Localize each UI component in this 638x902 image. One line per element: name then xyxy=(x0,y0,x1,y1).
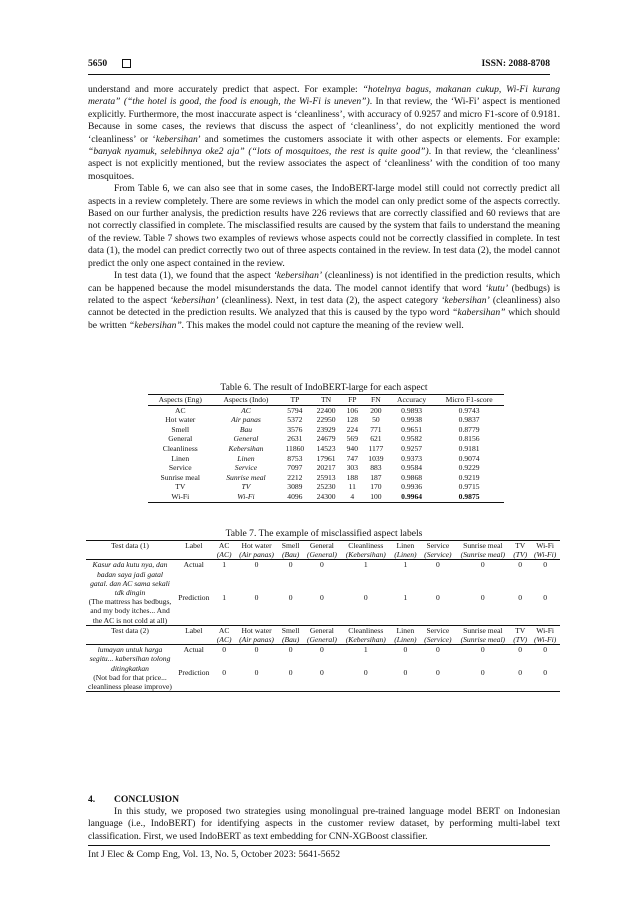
table-cell: 0 xyxy=(288,668,293,678)
issn: ISSN: 2088-8708 xyxy=(481,58,550,69)
table-row xyxy=(148,454,504,464)
table-cell: 0 xyxy=(222,645,227,655)
table-cell: 2631 xyxy=(287,434,303,444)
conclusion-text xyxy=(88,806,560,843)
aspect-header xyxy=(303,541,341,560)
table-header-row xyxy=(148,395,504,406)
table-cell: 0 xyxy=(480,645,485,655)
table-cell: 0 xyxy=(320,645,324,655)
aspect-header-sub: (Sunrise meal) xyxy=(460,550,506,560)
row-label: Actual xyxy=(183,645,204,655)
text-run: In test data (1), we found that the aspect xyxy=(114,270,274,282)
aspect-header-sub: (Sunrise meal) xyxy=(460,635,506,645)
table-row xyxy=(148,482,504,492)
table-cell: Linen xyxy=(237,453,255,463)
aspect-header-sub: (Service) xyxy=(424,550,452,560)
table-cell: 0.9229 xyxy=(458,463,480,473)
table-cell: 0 xyxy=(480,592,485,602)
table-cell: Sunrise meal xyxy=(226,472,266,482)
text-run-italic: “kebersihan”. xyxy=(129,319,185,331)
table-cell: 3089 xyxy=(287,482,303,492)
table-cell: 0 xyxy=(435,645,440,655)
table-cell: Service xyxy=(168,463,192,473)
aspect-header-main: Linen xyxy=(396,541,415,550)
table-cell: 0.9875 xyxy=(458,491,480,501)
label-header: Label xyxy=(185,625,203,635)
table-cell: 5372 xyxy=(287,415,303,425)
table-cell: 0 xyxy=(543,668,548,678)
table-cell: 0 xyxy=(518,645,523,655)
aspect-header xyxy=(530,541,560,560)
text-run: . In that review, the ‘Wi-Fi’ aspect is mentioned explicitly. Furthermore, the most inaccurate aspect is ‘cleanliness’, with accuracy of 0.9257 and micro F1-score of 0.9181. Because in some cases, the reviews that discuss the aspect of ‘cleanliness’, do not explicitly mentioned the word ‘cleanliness’ or ‘ xyxy=(88,96,561,145)
table-cell: Linen xyxy=(171,453,190,463)
row-label: Prediction xyxy=(178,592,210,602)
table-cell: TV xyxy=(241,482,251,492)
aspect-header-main: Smell xyxy=(281,541,300,550)
table-cell: Service xyxy=(234,463,258,473)
table-cell: 0 xyxy=(543,560,548,570)
review-text-indonesian: Kasur ada kutu nya, dan badan saya jadi gatal gatal. dan AC sama sekali tdk dingin xyxy=(90,560,170,598)
paragraph-3 xyxy=(88,270,560,332)
table-cell: 22400 xyxy=(316,405,336,415)
table-cell: Hot water xyxy=(165,415,196,425)
table-cell: 0.9651 xyxy=(401,424,423,434)
table-cell: 3576 xyxy=(287,424,303,434)
aspect-header-main: Linen xyxy=(396,625,415,635)
table-cell: 0 xyxy=(254,560,259,570)
aspect-header xyxy=(341,625,391,644)
table-cell: 0.9868 xyxy=(401,472,423,482)
table-row xyxy=(148,434,504,444)
table-cell: 0.9219 xyxy=(458,472,480,482)
aspect-header xyxy=(510,541,530,560)
table-cell: 7097 xyxy=(287,463,303,473)
table-cell: General xyxy=(233,434,259,444)
text-run-italic: ‘kebersihan’ xyxy=(169,294,219,306)
table-cell: 11 xyxy=(348,482,356,492)
aspect-header xyxy=(510,625,530,644)
aspect-header xyxy=(278,625,302,644)
table-cell: Bau xyxy=(239,424,253,434)
aspect-header xyxy=(456,625,511,644)
table-cell: 0 xyxy=(543,645,548,655)
row-label: Actual xyxy=(183,560,204,570)
table-cell: 0 xyxy=(480,668,485,678)
aspect-header xyxy=(214,541,235,560)
aspect-header-sub: (General) xyxy=(306,635,337,645)
aspect-header xyxy=(420,625,455,644)
table-row xyxy=(148,473,504,483)
aspect-header-sub: (Service) xyxy=(424,635,452,645)
table-cell: 0 xyxy=(320,592,324,602)
paragraph-conclusion: In this study, we proposed two strategies using monolingual pre-trained language model BERT on Indonesian language (i.e., IndoBERT) for identifying aspects in the customer review dataset, by performing multi-label text classification. First, we used IndoBERT as text embedding for CNN-XGBoost classifier. xyxy=(88,806,560,842)
table-cell: 0 xyxy=(363,592,368,602)
table-cell: 0 xyxy=(288,592,293,602)
aspect-header xyxy=(391,541,421,560)
table-cell: 0.9938 xyxy=(401,415,423,425)
table-cell: 621 xyxy=(370,434,382,444)
aspect-header-sub: (Air panas) xyxy=(239,550,274,560)
table-cell: 0 xyxy=(254,645,259,655)
text-run: (bedbugs) is related to the aspect xyxy=(88,282,560,306)
aspect-header-sub: (TV) xyxy=(513,635,528,645)
table-row xyxy=(148,425,504,435)
review-text-cell xyxy=(86,560,174,625)
paragraph-1 xyxy=(88,84,560,183)
column-header: Aspects (Indo) xyxy=(223,395,269,404)
paragraph-2: From Table 6, we can also see that in some cases, the IndoBERT-large model still could not correctly predict all aspects in a review completely. There are some reviews in which the model can only predict some of the aspects correctly. Based on our further analysis, the prediction results have 226 reviews that are correctly classified and 60 reviews that are not correctly classified in complete. The misclassified results are caused by the system that fails to understand the meaning of the review. Table 7 shows two examples of reviews whose aspects could not be correctly classified in complete. In test data (1), the model can predict correctly two out of three aspects contained in the review. In test data (2), the model cannot predict the only one aspect contained in the review. xyxy=(88,183,560,269)
table-row-actual xyxy=(86,560,560,593)
table-cell: 0.9893 xyxy=(401,405,423,415)
table-cell: AC xyxy=(241,405,251,415)
table-cell: Smell xyxy=(171,424,190,434)
text-run: This makes the model could not capture the meaning of the review well. xyxy=(184,319,464,331)
aspect-header xyxy=(391,625,421,644)
aspect-header-main: Hot water xyxy=(241,625,272,635)
table-cell: 0.8779 xyxy=(458,424,480,434)
text-run: (cleanliness). Next, in test data (2), the aspect category xyxy=(218,294,442,306)
aspect-header xyxy=(235,625,279,644)
table-cell: 2212 xyxy=(287,472,303,482)
table-row xyxy=(148,415,504,425)
table-cell: 0 xyxy=(435,668,440,678)
table-cell: 0 xyxy=(254,668,259,678)
table-cell: 303 xyxy=(346,463,358,473)
row-label: Prediction xyxy=(178,668,210,678)
table-cell: 0 xyxy=(403,645,408,655)
table-cell: 188 xyxy=(346,472,358,482)
table-row xyxy=(148,463,504,473)
table-cell: 128 xyxy=(346,415,358,425)
table-cell: 0 xyxy=(254,592,259,602)
table-cell: 0.8156 xyxy=(458,434,480,444)
header-rule xyxy=(88,74,550,75)
section-number: 4. xyxy=(88,794,96,805)
aspect-header-sub: (Wi-Fi) xyxy=(533,550,557,560)
table-cell: 1 xyxy=(403,592,408,602)
table-cell: 0 xyxy=(518,668,523,678)
table-cell: 170 xyxy=(370,482,382,492)
table-cell: 100 xyxy=(370,491,382,501)
table-6 xyxy=(148,394,504,503)
table-7-caption: Table 7. The example of misclassified aspect labels xyxy=(225,528,423,539)
aspect-header-main: Sunrise meal xyxy=(463,541,503,550)
table-cell: 23929 xyxy=(316,424,336,434)
table-cell: 569 xyxy=(346,434,358,444)
table-row xyxy=(148,405,504,415)
table-cell: 0 xyxy=(222,668,227,678)
text-run-italic: “kabersihan” xyxy=(452,307,506,319)
table-cell: 747 xyxy=(346,453,358,463)
footer-citation: Int J Elec & Comp Eng, Vol. 13, No. 5, October 2023: 5641-5652 xyxy=(88,849,340,860)
table-cell: 22950 xyxy=(316,415,336,425)
text-run: understand and more accurately predict that aspect. For example: xyxy=(88,84,363,95)
aspect-header-sub: (Linen) xyxy=(394,635,417,645)
footer-rule xyxy=(88,845,550,846)
text-run-italic: ‘kebersihan’ xyxy=(441,294,490,306)
table-cell: General xyxy=(168,434,193,444)
aspect-header-main: Hot water xyxy=(241,541,272,550)
table-cell: 0 xyxy=(435,560,440,570)
table-cell: 0.9964 xyxy=(401,491,423,501)
table-cell: 1 xyxy=(363,560,368,570)
review-text-english: (The mattress has bedbugs, and my body itches... And the AC is not cold at all) xyxy=(88,597,172,625)
aspect-header xyxy=(303,625,341,644)
aspect-header xyxy=(420,541,455,560)
table-cell: 5794 xyxy=(287,405,303,415)
table-cell: 0.9074 xyxy=(458,453,480,463)
table-cell: 4 xyxy=(350,491,355,501)
table-cell: 0 xyxy=(288,560,293,570)
table-cell: 14523 xyxy=(316,443,336,453)
column-header: TP xyxy=(290,395,300,404)
table-cell: 1 xyxy=(222,560,227,570)
table-cell: 0 xyxy=(320,560,324,570)
table-cell: 25230 xyxy=(316,482,336,492)
table-cell: AC xyxy=(174,405,186,415)
aspect-header xyxy=(214,625,235,644)
aspect-header-main: Cleanliness xyxy=(348,625,384,635)
aspect-header-main: General xyxy=(309,625,334,635)
aspect-header-main: AC xyxy=(218,541,230,550)
aspect-header-sub: (Kebersihan) xyxy=(345,635,386,645)
table-cell: 771 xyxy=(370,424,382,434)
table-cell: Wi-Fi xyxy=(237,491,255,501)
table-cell: 187 xyxy=(370,472,382,482)
aspect-header-sub: (AC) xyxy=(216,635,232,645)
table-cell: 1 xyxy=(222,592,227,602)
aspect-header-sub: (Bau) xyxy=(281,635,300,645)
table-body xyxy=(148,405,504,502)
table-cell: 0 xyxy=(435,592,440,602)
aspect-header-main: Service xyxy=(426,625,450,635)
table-cell: 106 xyxy=(346,405,358,415)
aspect-header-main: Smell xyxy=(281,625,300,635)
table-row xyxy=(148,444,504,454)
table-cell: TV xyxy=(175,482,186,492)
text-run-italic: kebersihan xyxy=(155,133,198,145)
table-cell: 0 xyxy=(518,560,523,570)
table-cell: 200 xyxy=(370,405,382,415)
table-cell: Cleanliness xyxy=(162,443,198,453)
table-cell: 0 xyxy=(288,645,293,655)
table-cell: 20217 xyxy=(316,463,336,473)
text-run: (cleanliness) also cannot be detected in the prediction results. We analyzed that this is caused by the typo word xyxy=(88,294,560,319)
case-title: Test data (2) xyxy=(111,625,149,635)
aspect-header-sub: (General) xyxy=(306,550,337,560)
table-cell: 940 xyxy=(346,443,358,453)
table-6-caption: Table 6. The result of IndoBERT-large for each aspect xyxy=(220,382,428,393)
table-cell: 0.9584 xyxy=(401,463,423,473)
table-cell: 1177 xyxy=(368,443,384,453)
aspect-header-main: Wi-Fi xyxy=(536,625,555,635)
aspect-header-sub: (AC) xyxy=(216,550,232,560)
table-cell: Sunrise meal xyxy=(160,472,200,482)
square-bullet-icon xyxy=(122,59,131,68)
aspect-header xyxy=(341,541,391,560)
aspect-header xyxy=(278,541,302,560)
table-cell: 0.9181 xyxy=(458,443,480,453)
table-cell: 50 xyxy=(372,415,380,425)
text-run-italic: “hotelnya bagus, makanan cukup, Wi-Fi kurang merata” (“the hotel is good, the food is enough, the Wi-Fi is uneven”) xyxy=(88,84,560,108)
table-cell: 0 xyxy=(480,560,485,570)
table-7 xyxy=(86,540,560,692)
section-heading xyxy=(88,794,179,805)
table-cell: 0.9373 xyxy=(401,453,423,463)
aspect-header-main: TV xyxy=(515,625,526,635)
table-cell: 1 xyxy=(363,645,368,655)
aspect-header-sub: (Bau) xyxy=(281,550,300,560)
table-header-row xyxy=(86,625,560,644)
table-cell: 0 xyxy=(543,592,548,602)
table-cell: 0.9715 xyxy=(458,482,480,492)
text-run: which should be written xyxy=(88,307,560,331)
table-cell: 4096 xyxy=(287,491,303,501)
table-cell: 24300 xyxy=(316,491,336,501)
table-cell: 0.9743 xyxy=(458,405,480,415)
aspect-header-sub: (TV) xyxy=(513,550,528,560)
table-cell: 0 xyxy=(320,668,324,678)
column-header: Aspects (Eng) xyxy=(158,395,202,404)
table-cell: 883 xyxy=(370,463,382,473)
table-cell: 0.9837 xyxy=(458,415,480,425)
text-run: (cleanliness) is not identified in the prediction results, which can be happened because the model misunderstands the data. The model cannot identify that word xyxy=(88,270,560,294)
section-title: CONCLUSION xyxy=(114,794,180,805)
table-cell: 11860 xyxy=(285,443,305,453)
aspect-header-sub: (Air panas) xyxy=(239,635,274,645)
body-text xyxy=(88,84,560,332)
table-header-row xyxy=(86,541,560,560)
aspect-header-main: Wi-Fi xyxy=(536,541,555,550)
table-cell: 8753 xyxy=(287,453,303,463)
table-cell: 1 xyxy=(403,560,408,570)
aspect-header-sub: (Linen) xyxy=(394,550,417,560)
aspect-header-sub: (Kebersihan) xyxy=(345,550,386,560)
aspect-header-main: Service xyxy=(426,541,450,550)
review-text-indonesian: lumayan untuk harga segitu... kabersihan tolong ditingkatkan xyxy=(89,645,171,673)
aspect-header-main: Cleanliness xyxy=(348,541,384,550)
table-cell: Kebersihan xyxy=(228,443,264,453)
aspect-header-main: General xyxy=(309,541,334,550)
table-cell: 1039 xyxy=(368,453,384,463)
running-header xyxy=(88,58,550,72)
aspect-header xyxy=(530,625,560,644)
table-cell: 0 xyxy=(518,592,523,602)
review-text-cell xyxy=(86,645,174,692)
aspect-header-main: TV xyxy=(515,541,526,550)
table-cell: 25913 xyxy=(316,472,336,482)
table-cell: 0.9582 xyxy=(401,434,423,444)
aspect-header xyxy=(235,541,279,560)
label-header: Label xyxy=(185,541,203,550)
text-run: ’ and sometimes the customers associate it with other aspects or elements. For example: xyxy=(197,133,560,145)
column-header: TN xyxy=(321,395,332,404)
text-run-italic: “banyak nyamuk, selebihnya oke2 aja” (“lots of mosquitoes, the rest is quite good”) xyxy=(88,146,429,158)
aspect-header-main: Sunrise meal xyxy=(463,625,503,635)
table-cell: 0.9936 xyxy=(401,482,423,492)
table-cell: 0 xyxy=(363,668,368,678)
text-run: . In that review, the ‘cleanliness’ aspect is not explicitly mentioned, but the review associates the aspect of ‘cleanliness’ with the condition of too many mosquitoes. xyxy=(88,146,560,182)
table-cell: 0.9257 xyxy=(401,443,423,453)
case-title: Test data (1) xyxy=(111,541,149,550)
column-header: Micro F1-score xyxy=(445,395,493,404)
table-cell: 24679 xyxy=(316,434,336,444)
aspect-header-sub: (Wi-Fi) xyxy=(533,635,557,645)
column-header: FP xyxy=(348,395,357,404)
table-row-actual xyxy=(86,645,560,669)
aspect-header xyxy=(456,541,511,560)
table-cell: Wi-Fi xyxy=(171,491,190,501)
table-cell: Air panas xyxy=(231,415,261,425)
page-number: 5650 xyxy=(88,58,108,69)
aspect-header-main: AC xyxy=(218,625,230,635)
table-row xyxy=(148,492,504,502)
column-header: FN xyxy=(371,395,381,404)
text-run-italic: ‘kutu’ xyxy=(485,282,509,294)
text-run-italic: ‘kebersihan’ xyxy=(273,270,323,282)
column-header: Accuracy xyxy=(397,395,427,404)
review-text-english: (Not bad for that price... cleanliness please improve) xyxy=(88,672,172,692)
table-cell: 224 xyxy=(346,424,358,434)
table-cell: 0 xyxy=(403,668,408,678)
table-cell: 17961 xyxy=(316,453,336,463)
